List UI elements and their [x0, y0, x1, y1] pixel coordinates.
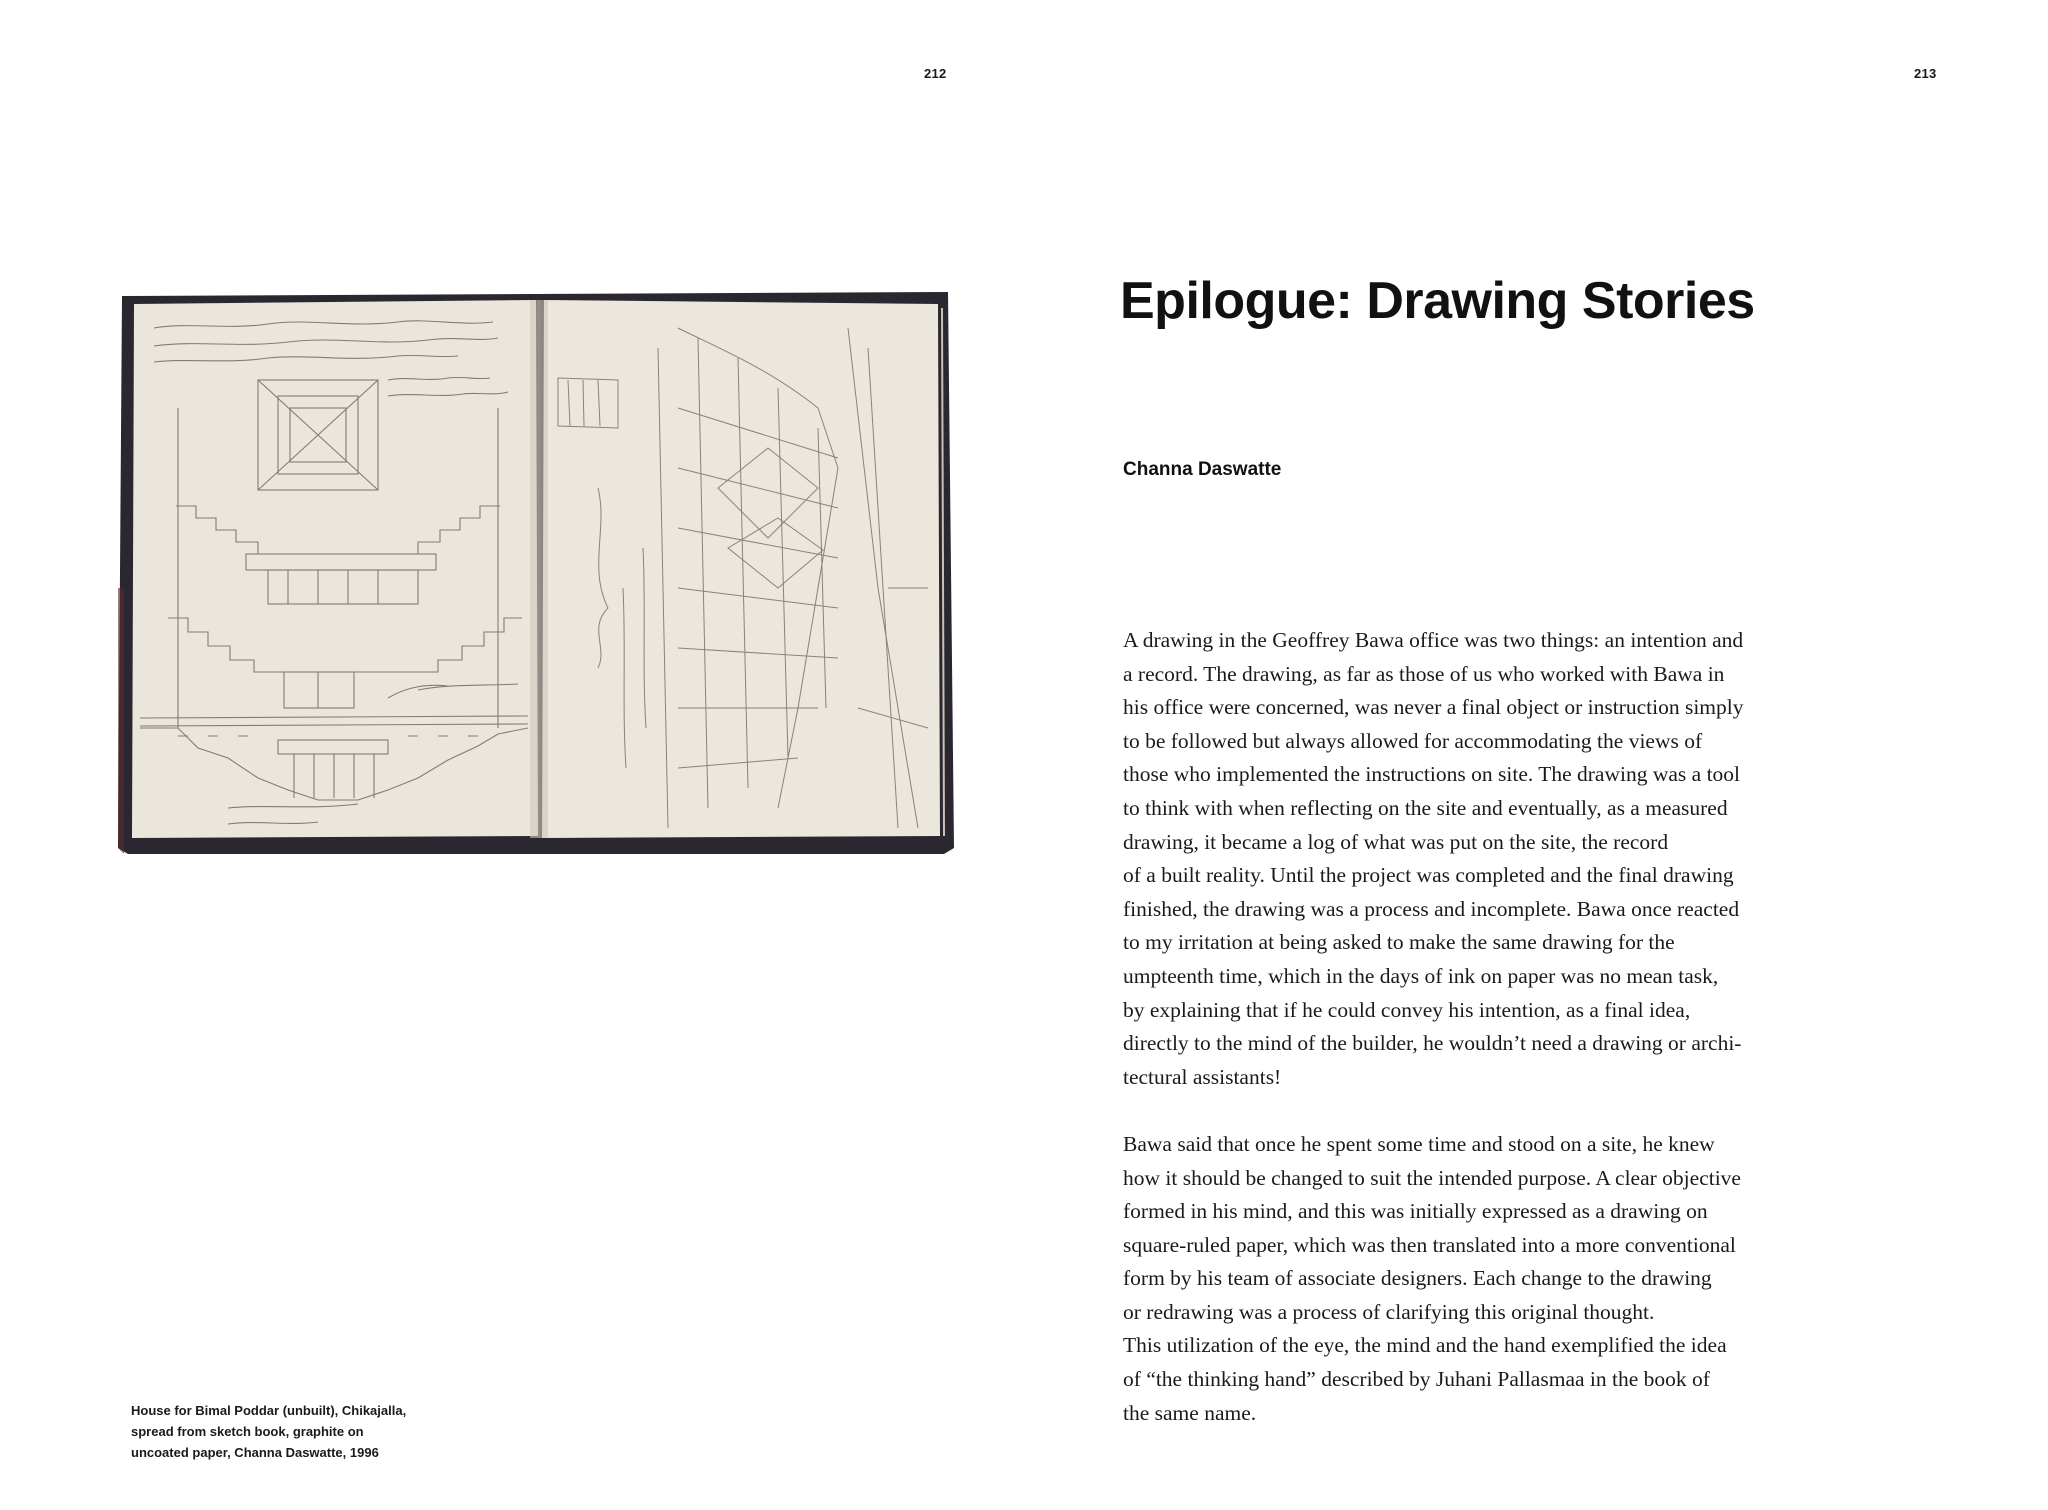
text-line: drawing, it became a log of what was put on the site, the record	[1123, 829, 1669, 854]
text-line: A drawing in the Geoffrey Bawa office was two things: an intention and	[1123, 628, 1744, 652]
text-line: umpteenth time, which in the days of ink on paper was no mean task,	[1123, 963, 1719, 988]
text-line: or redrawing was a process of clarifying this original thought.	[1123, 1299, 1655, 1324]
chapter-title: Epilogue: Drawing Stories	[1120, 272, 1755, 330]
figure-caption	[131, 1400, 441, 1463]
text-line: of a built reality. Until the project was completed and the final drawing	[1123, 863, 1734, 888]
text-line: form by his team of associate designers. Each change to the drawing	[1123, 1266, 1712, 1291]
text-line: directly to the mind of the builder, he wouldn’t need a drawing or archi-	[1123, 1031, 1742, 1056]
text-line: his office were concerned, was never a final object or instruction simply	[1123, 695, 1744, 720]
sketchbook-image	[118, 288, 958, 866]
body-text	[1123, 624, 1803, 1430]
text-line: formed in his mind, and this was initially expressed as a drawing on	[1123, 1199, 1708, 1224]
text-line: the same name.	[1123, 1400, 1257, 1425]
caption-line: spread from sketch book, graphite on	[131, 1424, 364, 1439]
author-name: Channa Daswatte	[1123, 459, 1282, 480]
caption-line: House for Bimal Poddar (unbuilt), Chikajalla,	[131, 1403, 407, 1418]
text-line: to my irritation at being asked to make the same drawing for the	[1123, 930, 1675, 955]
text-line: a record. The drawing, as far as those of us who worked with Bawa in	[1123, 661, 1725, 686]
paragraph	[1123, 624, 1803, 1094]
text-line: by explaining that if he could convey his intention, as a final idea,	[1123, 997, 1691, 1022]
text-line: tectural assistants!	[1123, 1064, 1282, 1089]
text-line: those who implemented the instructions on site. The drawing was a tool	[1123, 762, 1741, 787]
text-line: of “the thinking hand” described by Juhani Pallasmaa in the book of	[1123, 1367, 1710, 1392]
right-page	[1024, 0, 2048, 1510]
text-line: finished, the drawing was a process and incomplete. Bawa once reacted	[1123, 896, 1740, 921]
paragraph	[1123, 1128, 1803, 1430]
text-line: Bawa said that once he spent some time and stood on a site, he knew	[1123, 1131, 1715, 1156]
text-line: how it should be changed to suit the intended purpose. A clear objective	[1123, 1165, 1741, 1190]
page-number-left: 212	[924, 66, 947, 81]
caption-line: uncoated paper, Channa Daswatte, 1996	[131, 1445, 379, 1460]
text-line: square-ruled paper, which was then translated into a more conventional	[1123, 1232, 1736, 1257]
text-line: to think with when reflecting on the site and eventually, as a measured	[1123, 795, 1728, 820]
text-line: This utilization of the eye, the mind and the hand exemplified the idea	[1123, 1333, 1727, 1358]
page-number-right: 213	[1914, 66, 1937, 81]
text-line: to be followed but always allowed for accommodating the views of	[1123, 728, 1703, 753]
